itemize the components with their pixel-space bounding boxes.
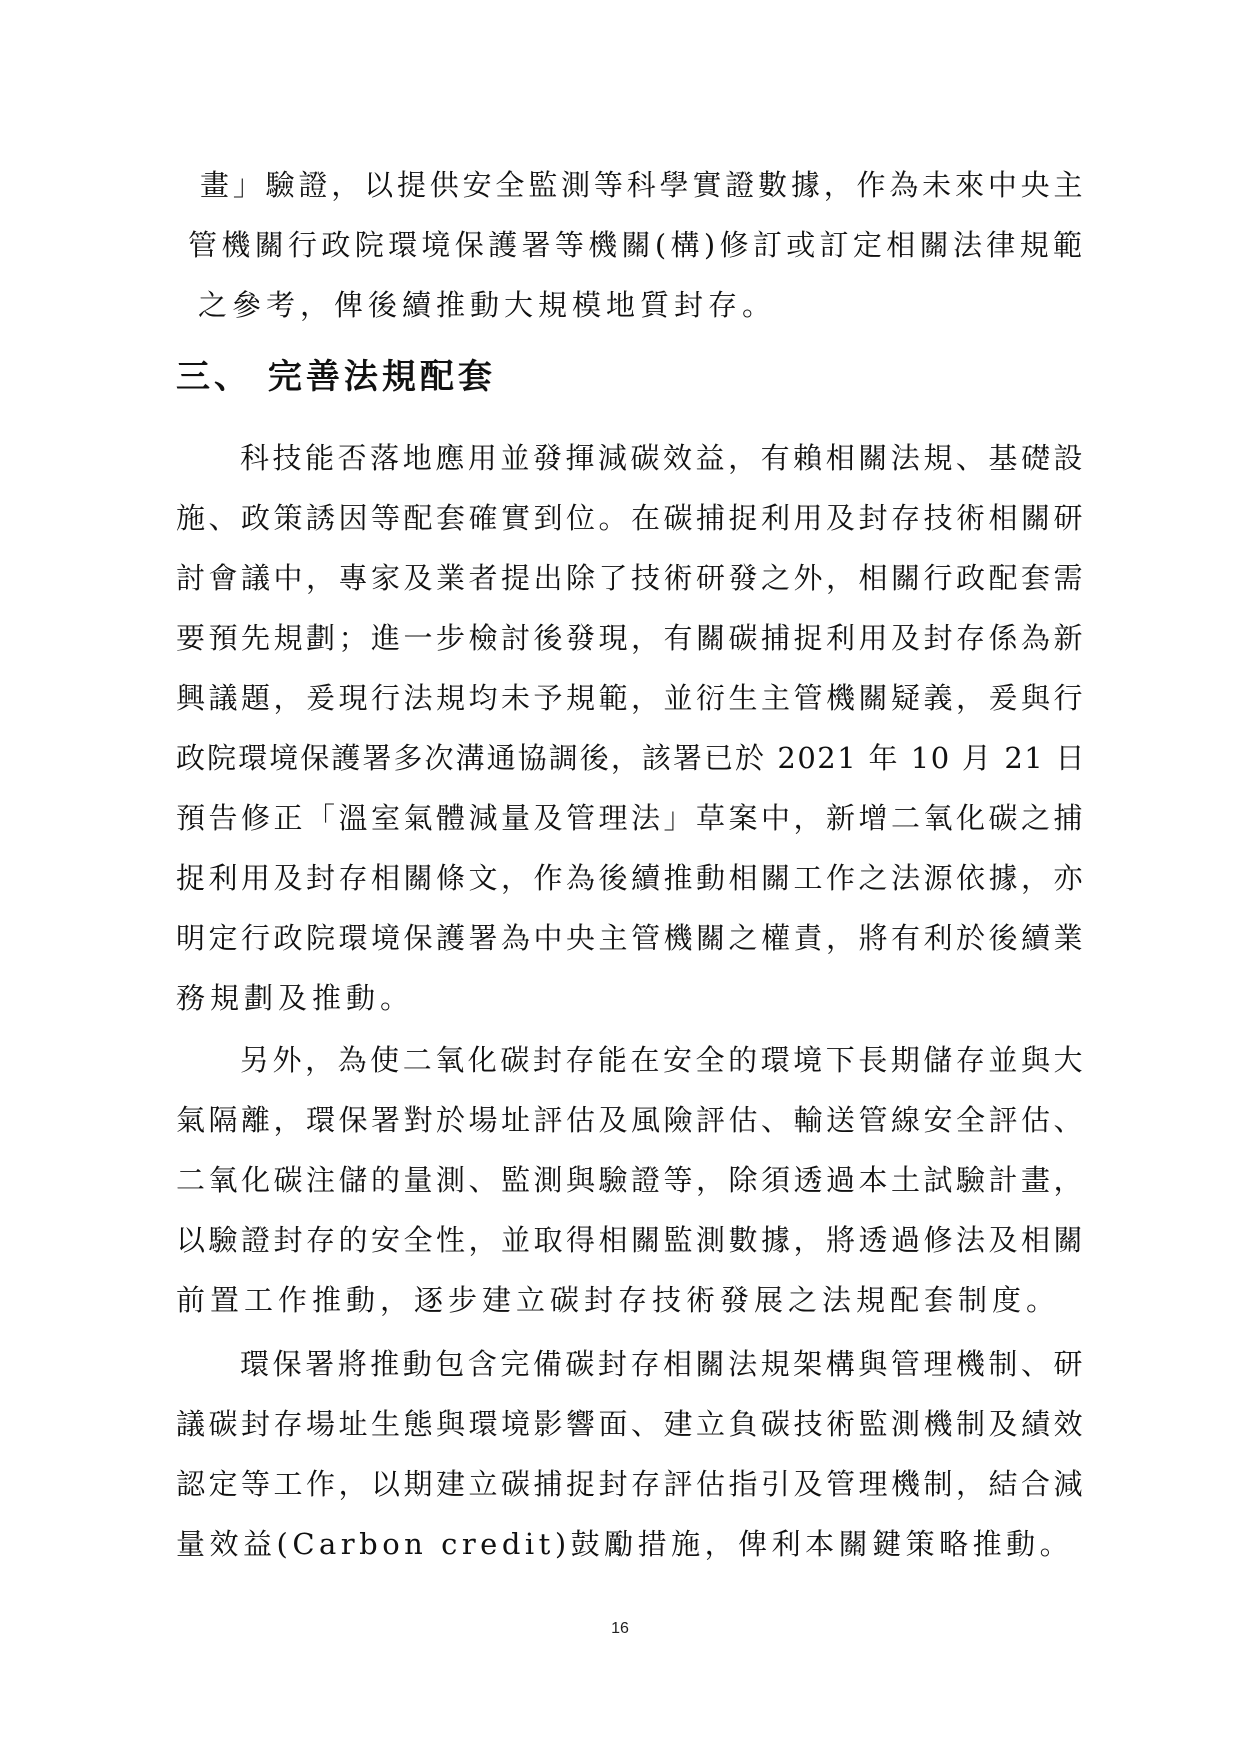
text-line: 量效益(Carbon credit)鼓勵措施，俾利本關鍵策略推動。 [176,1527,1074,1561]
paragraph-regulations [176,428,1086,1028]
text-line: 興議題，爰現行法規均未予規範，並衍生主管機關疑義，爰與行 [176,681,1087,715]
text-line: 氣隔離，環保署對於場址評估及風險評估、輸送管線安全評估、 [176,1103,1087,1137]
paragraph-epa-plan [176,1334,1086,1574]
text-line: 管機關行政院環境保護署等機關(構)修訂或訂定相關法律規範 [188,228,1086,262]
text-line: 畫」驗證，以提供安全監測等科學實證數據，作為未來中央主 [200,168,1086,202]
text-line: 討會議中，專家及業者提出除了技術研發之外，相關行政配套需 [176,561,1087,595]
text-line: 預告修正「溫室氣體減量及管理法」草案中，新增二氧化碳之捕 [176,801,1087,835]
text-line: 明定行政院環境保護署為中央主管機關之權責，將有利於後續業 [176,921,1087,955]
text-line: 認定等工作，以期建立碳捕捉封存評估指引及管理機制，結合減 [176,1467,1087,1501]
text-line: 二氧化碳注儲的量測、監測與驗證等，除須透過本土試驗計畫， [176,1163,1087,1197]
text-line: 要預先規劃；進一步檢討後發現，有關碳捕捉利用及封存係為新 [176,621,1087,655]
text-line: 之參考，俾後續推動大規模地質封存。 [198,288,777,322]
text-line: 捉利用及封存相關條文，作為後續推動相關工作之法源依據，亦 [176,861,1087,895]
text-line: 務規劃及推動。 [176,981,415,1015]
text-line: 環保署將推動包含完備碳封存相關法規架構與管理機制、研 [240,1347,1086,1381]
text-line: 以驗證封存的安全性，並取得相關監測數據，將透過修法及相關 [176,1223,1087,1257]
section-heading: 三、 完善法規配套 [176,357,496,397]
text-line: 前置工作推動，逐步建立碳封存技術發展之法規配套制度。 [176,1283,1061,1317]
text-line: 施、政策誘因等配套確實到位。在碳捕捉利用及封存技術相關研 [176,501,1087,535]
text-line: 另外，為使二氧化碳封存能在安全的環境下長期儲存並與大 [240,1043,1086,1077]
text-line: 議碳封存場址生態與環境影響面、建立負碳技術監測機制及績效 [176,1407,1087,1441]
page-number: 16 [611,1620,629,1637]
paragraph-storage-safety [176,1030,1086,1330]
intro-paragraph [176,155,1086,335]
text-line: 政院環境保護署多次溝通協調後，該署已於 2021 年 10 月 21 日 [176,741,1086,775]
text-line: 科技能否落地應用並發揮減碳效益，有賴相關法規、基礎設 [240,441,1086,475]
